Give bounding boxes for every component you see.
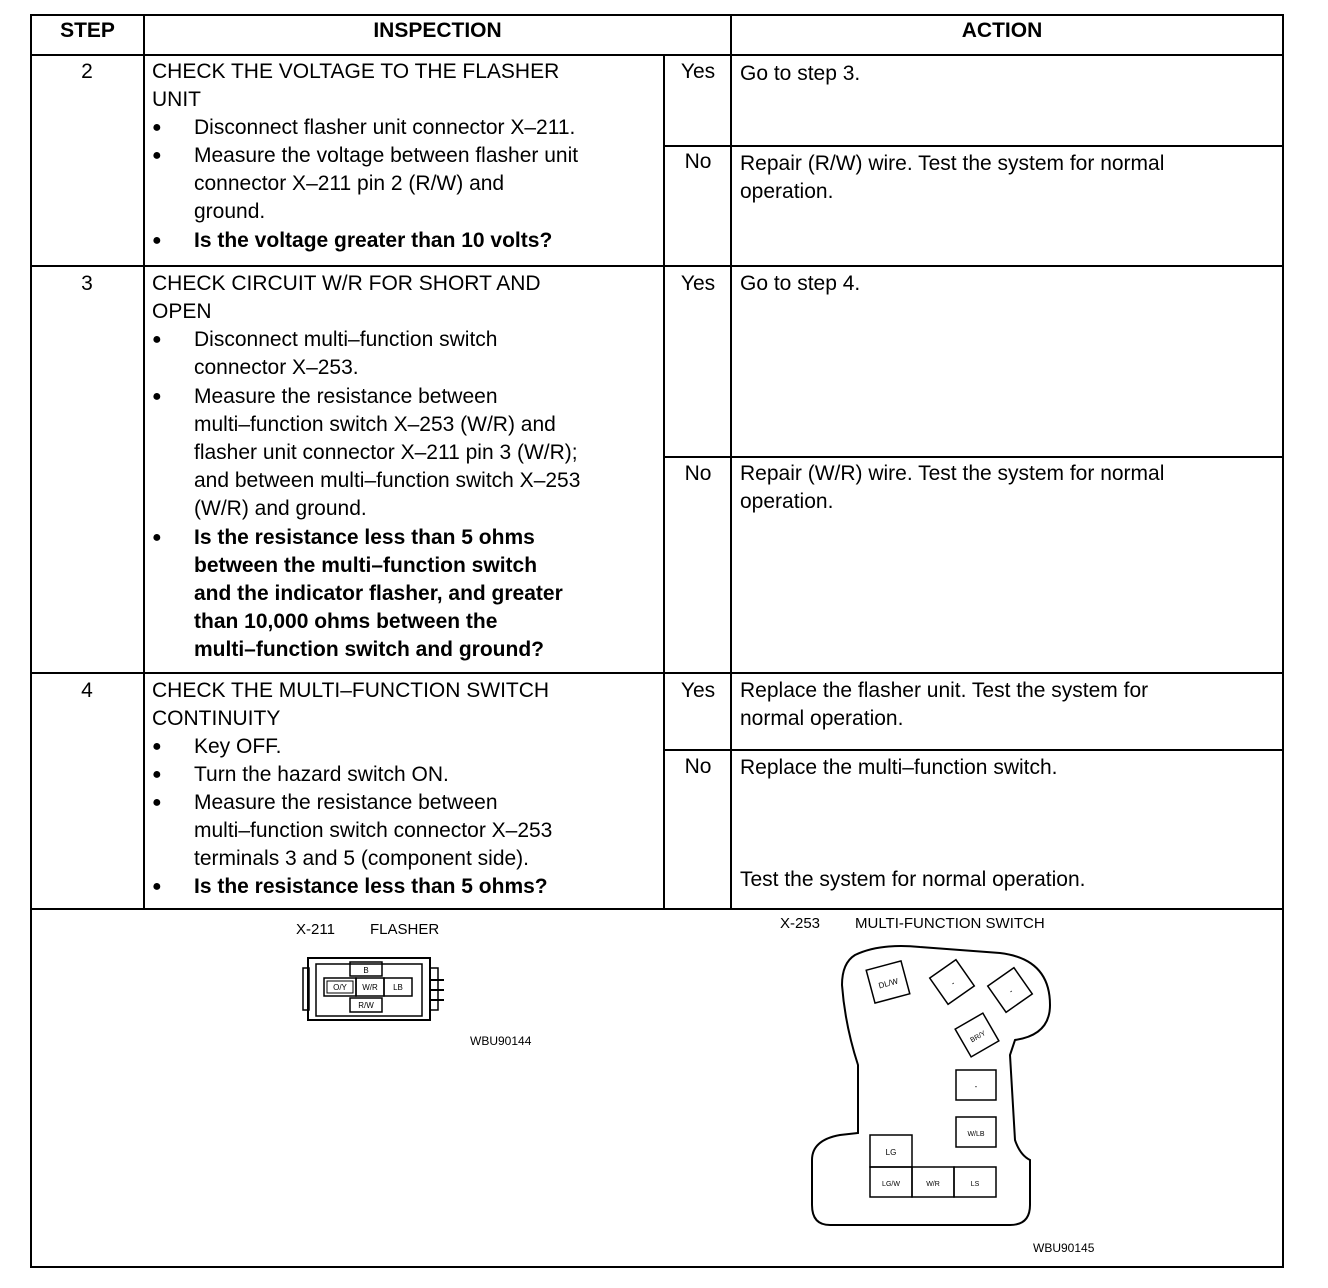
- flasher-connector-diagram: [300, 950, 450, 1025]
- header-divider: [30, 54, 1284, 56]
- yes-no-divider-2: [663, 145, 1284, 147]
- mfs-connector-diagram: [800, 935, 1060, 1230]
- bullet-icon: ●: [152, 331, 162, 348]
- bullet-icon: ●: [152, 738, 162, 755]
- mfs-pin-ls: LS: [970, 1181, 980, 1188]
- bullet-icon: ●: [152, 119, 162, 136]
- flasher-ref-code: WBU90144: [470, 1034, 532, 1048]
- step-number: 2: [81, 60, 93, 83]
- mfs-pin-wlb: W/LB: [967, 1131, 985, 1138]
- yes-label: Yes: [680, 272, 716, 295]
- inspection-question: Is the resistance less than 5 ohms between the multi–function switch and the indicator flasher, and greater than 10,000 ohms between the multi–function switch and ground?: [194, 526, 563, 661]
- figure-divider: [30, 908, 1284, 910]
- mfs-ref-code: WBU90145: [1033, 1241, 1095, 1255]
- no-label: No: [684, 755, 712, 778]
- header-action: ACTION: [961, 19, 1043, 42]
- bullet-icon: ●: [152, 878, 162, 895]
- flasher-pin-wr: W/R: [362, 983, 378, 992]
- yes-action: Go to step 3.: [740, 62, 861, 85]
- bullet-icon: ●: [152, 232, 162, 249]
- inspection-step: Measure the voltage between flasher unit connector X–211 pin 2 (R/W) and ground.: [194, 144, 579, 223]
- inspection-step: Disconnect multi–function switch connector X–253.: [194, 328, 498, 379]
- flasher-pin-rw: R/W: [358, 1001, 374, 1010]
- mfs-pin-lg: LG: [885, 1148, 897, 1157]
- yes-action: Replace the flasher unit. Test the system for normal operation.: [740, 679, 1149, 730]
- no-action: Repair (R/W) wire. Test the system for normal operation.: [740, 152, 1165, 203]
- inspection-title: CHECK CIRCUIT W/R FOR SHORT AND OPEN: [152, 272, 541, 323]
- step-number: 4: [81, 679, 93, 702]
- bullet-icon: ●: [152, 766, 162, 783]
- flasher-connector-label: X-211: [296, 921, 335, 938]
- flasher-pin-lb: LB: [393, 983, 403, 992]
- flasher-name-label: FLASHER: [370, 921, 440, 938]
- yes-action: Go to step 4.: [740, 272, 861, 295]
- header-inspection: INSPECTION: [373, 19, 502, 42]
- bullet-icon: ●: [152, 529, 162, 546]
- header-step: STEP: [60, 19, 115, 42]
- yes-no-divider-3: [663, 456, 1284, 458]
- row-divider-3-4: [30, 672, 1284, 674]
- row-divider-2-3: [30, 265, 1284, 267]
- yes-no-divider-4: [663, 749, 1284, 751]
- mfs-pin-blank-2: -: [1007, 986, 1015, 996]
- bullet-icon: ●: [152, 388, 162, 405]
- yes-label: Yes: [680, 60, 716, 83]
- flasher-pin-oy: O/Y: [333, 983, 347, 992]
- bullet-icon: ●: [152, 794, 162, 811]
- yes-label: Yes: [680, 679, 716, 702]
- mfs-pin-bry: BR/Y: [969, 1030, 988, 1045]
- step-number: 3: [81, 272, 93, 295]
- inspection-title: CHECK THE MULTI–FUNCTION SWITCH CONTINUITY: [152, 679, 550, 730]
- mfs-pin-dlw: DL/W: [877, 976, 900, 991]
- mfs-connector-label: X-253: [780, 915, 821, 932]
- no-label: No: [684, 150, 712, 173]
- mfs-pin-lgw: LG/W: [882, 1181, 900, 1188]
- inspection-step: Disconnect flasher unit connector X–211.: [194, 116, 576, 139]
- inspection-question: Is the voltage greater than 10 volts?: [194, 229, 553, 252]
- mfs-pin-blank-3: -: [974, 1082, 978, 1091]
- inspection-step: Measure the resistance between multi–function switch connector X–253 terminals 3 and 5 (component side).: [194, 791, 553, 870]
- no-action-extra: Test the system for normal operation.: [740, 868, 1086, 891]
- col-divider-step: [143, 14, 145, 910]
- no-action: Repair (W/R) wire. Test the system for normal operation.: [740, 462, 1165, 513]
- flasher-pin-b: B: [363, 966, 369, 975]
- bullet-icon: ●: [152, 147, 162, 164]
- inspection-step: Turn the hazard switch ON.: [194, 763, 449, 786]
- inspection-step: Measure the resistance between multi–function switch X–253 (W/R) and flasher unit connector X–211 pin 3 (W/R); and between multi–function switch X–253 (W/R) and ground.: [194, 385, 581, 520]
- no-label: No: [684, 462, 712, 485]
- inspection-question: Is the resistance less than 5 ohms?: [194, 875, 548, 898]
- no-action: Replace the multi–function switch.: [740, 756, 1058, 779]
- inspection-title: CHECK THE VOLTAGE TO THE FLASHER UNIT: [152, 60, 560, 111]
- inspection-step: Key OFF.: [194, 735, 282, 758]
- mfs-name-label: MULTI-FUNCTION SWITCH: [855, 915, 1045, 932]
- mfs-pin-wr: W/R: [926, 1181, 940, 1188]
- mfs-pin-blank-1: -: [949, 978, 957, 988]
